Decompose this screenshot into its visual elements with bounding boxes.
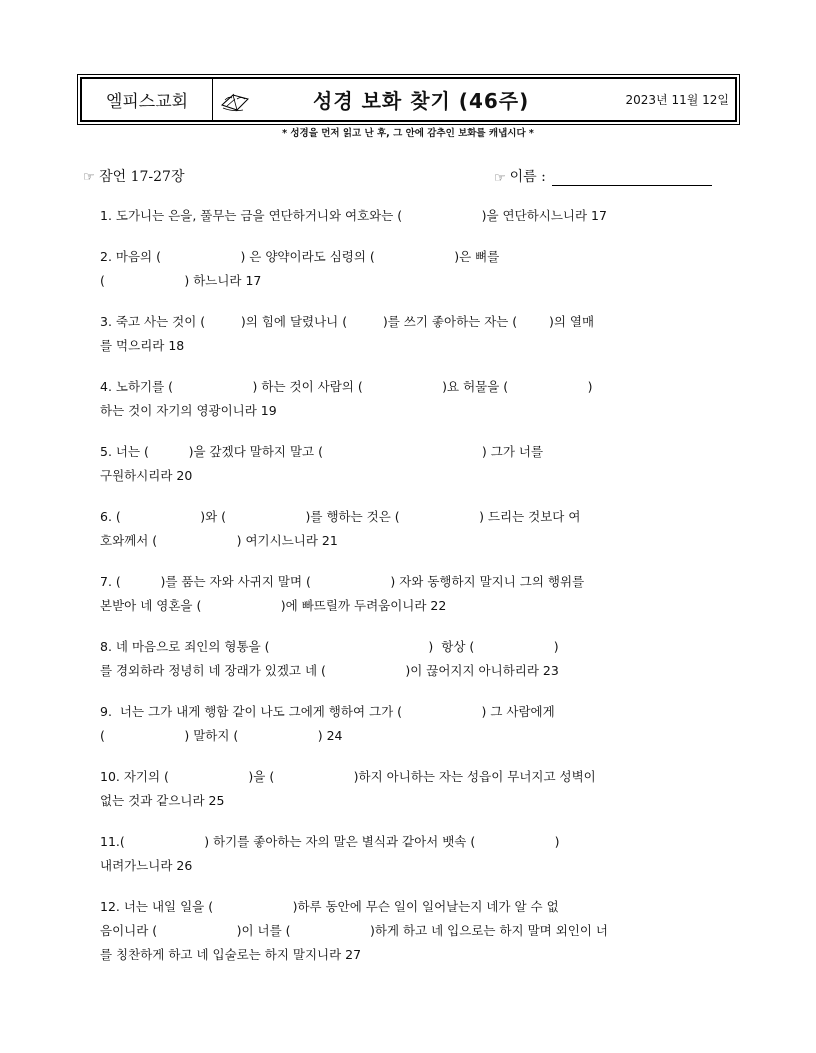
question-8-line-1: 8. 네 마음으로 죄인의 형통을 ( ) 항상 ( ) — [100, 639, 559, 654]
date-text: 2023년 11월 12일 — [625, 93, 729, 107]
question-7-line-1: 7. ( )를 품는 자와 사귀지 말며 ( ) 자와 동행하지 말지니 그의 행위를 — [100, 574, 585, 589]
chapter-reference — [83, 166, 185, 186]
question-2-line-2: ( ) 하느니라 17 — [100, 273, 262, 288]
question-5 — [100, 440, 726, 488]
question-11-line-2: 내려가느니라 26 — [100, 858, 193, 873]
question-5-line-1: 5. 너는 ( )을 갚겠다 말하지 말고 ( ) 그가 너를 — [100, 444, 544, 459]
name-label: 이름 : — [509, 169, 546, 185]
question-9-line-2: ( ) 말하지 ( ) 24 — [100, 728, 343, 743]
question-5-line-2: 구원하시리라 20 — [100, 468, 193, 483]
bible-icon — [219, 87, 251, 113]
question-9-line-1: 9. 너는 그가 내게 행함 같이 나도 그에게 행하여 그가 ( ) 그 사람에게 — [100, 704, 555, 719]
question-10-line-2: 없는 것과 같으니라 25 — [100, 793, 225, 808]
question-list — [100, 204, 726, 984]
question-1-line-1: 1. 도가니는 은을, 풀무는 금을 연단하거니와 여호와는 ( )을 연단하시느니라 17 — [100, 208, 607, 223]
question-10-line-1: 10. 자기의 ( )을 ( )하지 아니하는 자는 성읍이 무너지고 성벽이 — [100, 769, 596, 784]
question-4-line-2: 하는 것이 자기의 영광이니라 19 — [100, 403, 277, 418]
question-2-line-1: 2. 마음의 ( ) 은 양약이라도 심령의 ( )은 뼈를 — [100, 249, 500, 264]
pointing-hand-icon: ☞ — [83, 170, 95, 185]
chapter-label: 잠언 17-27장 — [99, 169, 185, 185]
page-title: 성경 보화 찾기 (46주) — [313, 89, 530, 113]
pointing-hand-icon-2: ☞ — [494, 171, 506, 186]
header-table — [80, 77, 737, 122]
name-input-line[interactable] — [552, 169, 712, 186]
question-1 — [100, 204, 726, 228]
title-cell — [213, 79, 735, 120]
question-2 — [100, 245, 726, 293]
question-7-line-2: 본받아 네 영혼을 ( )에 빠뜨릴까 두려움이니라 22 — [100, 598, 447, 613]
question-3-line-1: 3. 죽고 사는 것이 ( )의 힘에 달렸나니 ( )를 쓰기 좋아하는 자는 ( )의 열매 — [100, 314, 595, 329]
instruction-text: * 성경을 먼저 읽고 난 후, 그 안에 감추인 보화를 캐냅시다 * — [282, 128, 534, 139]
question-3 — [100, 310, 726, 358]
question-12-line-1: 12. 너는 내일 일을 ( )하루 동안에 무슨 일이 일어날는지 네가 알 수 없 — [100, 899, 559, 914]
question-9 — [100, 700, 726, 748]
question-11-line-1: 11.( ) 하기를 좋아하는 자의 말은 별식과 같아서 뱃속 ( ) — [100, 834, 560, 849]
question-6 — [100, 505, 726, 553]
question-4 — [100, 375, 726, 423]
question-6-line-2: 호와께서 ( ) 여기시느니라 21 — [100, 533, 338, 548]
question-4-line-1: 4. 노하기를 ( ) 하는 것이 사람의 ( )요 허물을 ( ) — [100, 379, 593, 394]
question-12 — [100, 895, 726, 967]
question-12-line-3: 를 칭찬하게 하고 네 입술로는 하지 말지니라 27 — [100, 947, 362, 962]
question-6-line-1: 6. ( )와 ( )를 행하는 것은 ( ) 드리는 것보다 여 — [100, 509, 581, 524]
question-8 — [100, 635, 726, 683]
question-12-line-2: 음이니라 ( )이 너를 ( )하게 하고 네 입으로는 하지 말며 외인이 너 — [100, 923, 608, 938]
question-7 — [100, 570, 726, 618]
question-11 — [100, 830, 726, 878]
question-8-line-2: 를 경외하라 정녕히 네 장래가 있겠고 네 ( )이 끊어지지 아니하리라 23 — [100, 663, 559, 678]
question-3-line-2: 를 먹으리라 18 — [100, 338, 185, 353]
church-name: 엘피스교회 — [82, 79, 213, 120]
question-10 — [100, 765, 726, 813]
name-field — [494, 166, 712, 186]
